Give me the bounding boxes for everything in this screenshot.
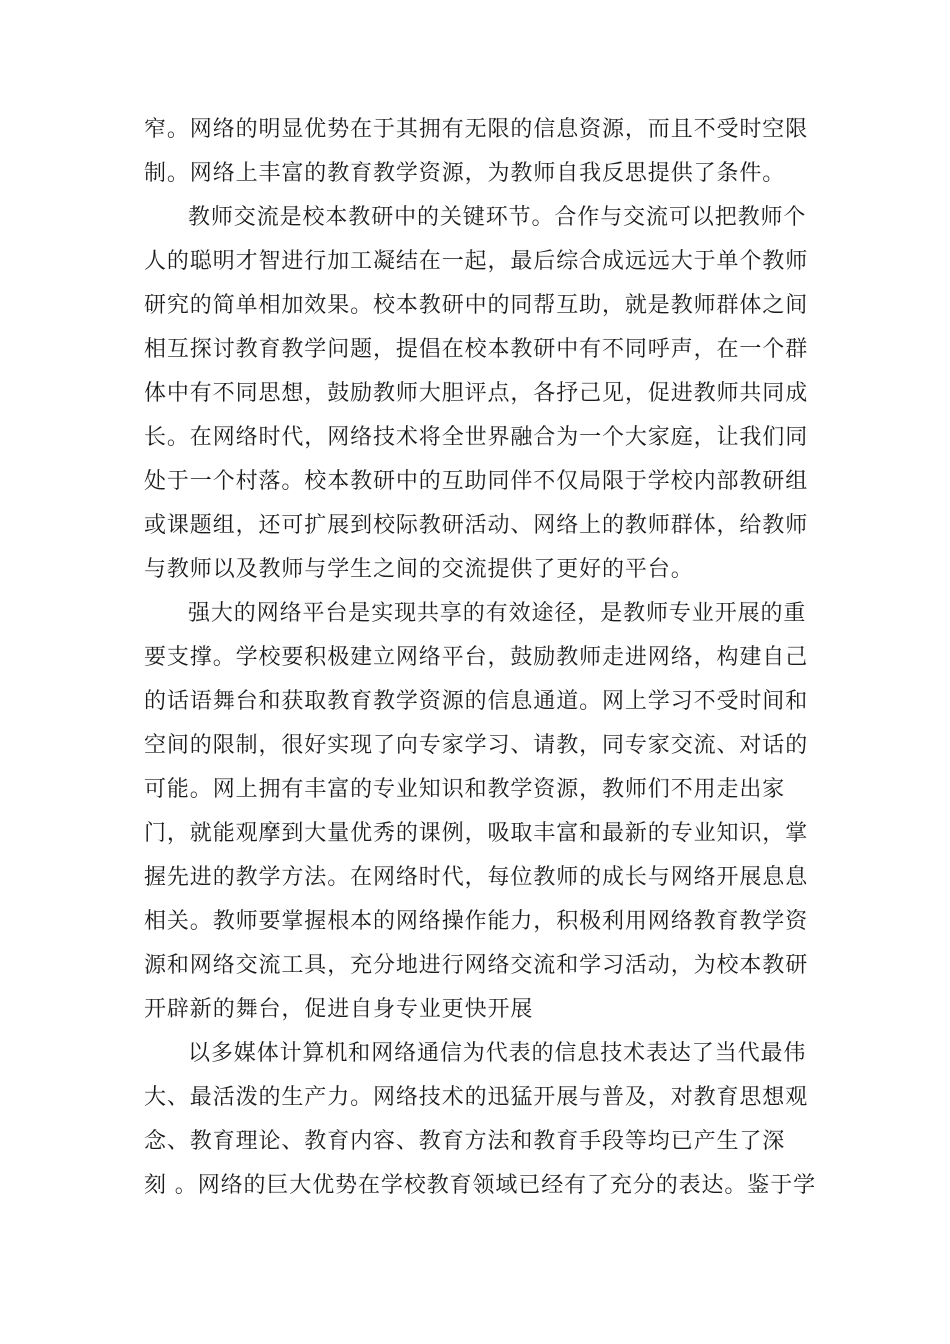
text-line: 制。网络上丰富的教育教学资源，为教师自我反思提供了条件。 bbox=[144, 161, 786, 186]
paragraph-start-line: 以多媒体计算机和网络通信为代表的信息技术表达了当代最伟 bbox=[188, 1041, 807, 1066]
text-line: 长。在网络时代，网络技术将全世界融合为一个大家庭，让我们同 bbox=[144, 425, 809, 450]
text-line: 与教师以及教师与学生之间的交流提供了更好的平台。 bbox=[144, 557, 694, 582]
text-line: 体中有不同思想，鼓励教师大胆评点，各抒己见，促进教师共同成 bbox=[144, 381, 809, 406]
text-line: 人的聪明才智进行加工凝结在一起，最后综合成远远大于单个教师 bbox=[144, 249, 809, 274]
text-line: 开辟新的舞台，促进自身专业更快开展 bbox=[144, 997, 534, 1022]
paragraph-start-line: 强大的网络平台是实现共享的有效途径，是教师专业开展的重 bbox=[188, 601, 807, 626]
text-line: 相互探讨教育教学问题，提倡在校本教研中有不同呼声，在一个群 bbox=[144, 337, 809, 362]
text-line: 空间的限制，很好实现了向专家学习、请教，同专家交流、对话的 bbox=[144, 733, 809, 758]
text-line: 大、最活泼的生产力。网络技术的迅猛开展与普及，对教育思想观 bbox=[144, 1085, 809, 1110]
body-text bbox=[144, 108, 814, 1208]
text-line: 念、教育理论、教育内容、教育方法和教育手段等均已产生了深 bbox=[144, 1129, 786, 1154]
text-line: 可能。网上拥有丰富的专业知识和教学资源，教师们不用走出家 bbox=[144, 777, 786, 802]
text-line: 相关。教师要掌握根本的网络操作能力，积极利用网络教育教学资 bbox=[144, 909, 809, 934]
text-line: 要支撑。学校要积极建立网络平台，鼓励教师走进网络，构建自己 bbox=[144, 645, 809, 670]
text-line: 源和网络交流工具，充分地进行网络交流和学习活动，为校本教研 bbox=[144, 953, 809, 978]
text-line: 握先进的教学方法。在网络时代，每位教师的成长与网络开展息息 bbox=[144, 865, 809, 890]
text-line: 研究的简单相加效果。校本教研中的同帮互助，就是教师群体之间 bbox=[144, 293, 809, 318]
paragraph-start-line: 教师交流是校本教研中的关键环节。合作与交流可以把教师个 bbox=[188, 205, 807, 230]
text-line: 门，就能观摩到大量优秀的课例，吸取丰富和最新的专业知识，掌 bbox=[144, 821, 809, 846]
text-line: 或课题组，还可扩展到校际教研活动、网络上的教师群体，给教师 bbox=[144, 513, 809, 538]
text-line: 的话语舞台和获取教育教学资源的信息通道。网上学习不受时间和 bbox=[144, 689, 809, 714]
text-line: 窄。网络的明显优势在于其拥有无限的信息资源，而且不受时空限 bbox=[144, 117, 809, 142]
text-line: 处于一个村落。校本教研中的互助同伴不仅局限于学校内部教研组 bbox=[144, 469, 809, 494]
text-line: 刻 。网络的巨大优势在学校教育领域已经有了充分的表达。鉴于学 bbox=[144, 1173, 816, 1198]
